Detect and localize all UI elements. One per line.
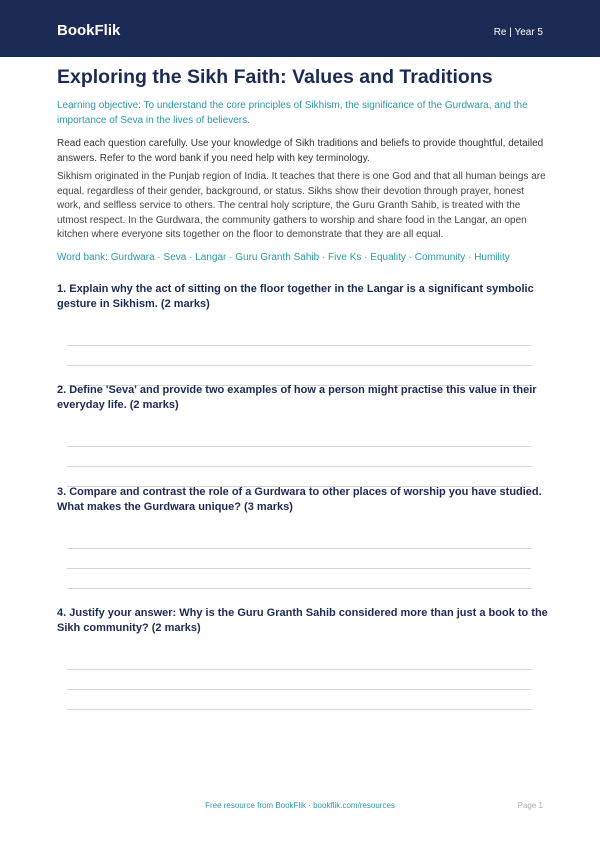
subject-year-label: Re | Year 5 — [493, 27, 543, 38]
learning-objective: Learning objective: To understand the core principles of Sikhism, the significance of the Gurdwara, and the importance of Seva in the lives of believers. — [57, 100, 528, 126]
answer-line[interactable] — [67, 588, 531, 589]
answer-line[interactable] — [67, 345, 531, 346]
reading-passage: Sikhism originated in the Punjab region of India. It teaches that there is one God and that all human beings are equal, regardless of their gender, background, or status. Sikhs show their devotion through prayer, honest work, and selfless service to others. The central holy scripture, the Guru Granth Sahib, is treated with the utmost respect. In the Gurdwara, the community gathers to worship and share food in the Langar, an open kitchen where everyone sits together on the floor to demonstrate that they are all equal. — [57, 171, 546, 240]
answer-line[interactable] — [67, 689, 531, 690]
question-1: 1. Explain why the act of sitting on the floor together in the Langar is a significant symbolic gesture in Sikhism. (2 marks) — [57, 283, 534, 310]
answer-line[interactable] — [67, 548, 531, 549]
instructions-text: Read each question carefully. Use your knowledge of Sikh traditions and beliefs to provide thoughtful, detailed answers. Refer to the word bank if you need help with key terminology. — [57, 138, 544, 164]
answer-line[interactable] — [67, 365, 531, 366]
question-2: 2. Define 'Seva' and provide two examples of how a person might practise this value in their everyday life. (2 marks) — [57, 384, 537, 411]
answer-line[interactable] — [67, 669, 531, 670]
brand-logo-text: BookFlik — [57, 22, 121, 39]
header-bar — [0, 0, 600, 57]
question-4: 4. Justify your answer: Why is the Guru Granth Sahib considered more than just a book to the Sikh community? (2 marks) — [57, 607, 548, 634]
word-bank: Word bank: Gurdwara · Seva · Langar · Guru Granth Sahib · Five Ks · Equality · Community · Humility — [57, 252, 510, 263]
page-title: Exploring the Sikh Faith: Values and Traditions — [57, 66, 493, 88]
question-3: 3. Compare and contrast the role of a Gurdwara to other places of worship you have studied. What makes the Gurdwara unique? (3 marks) — [57, 486, 542, 513]
answer-line[interactable] — [67, 568, 531, 569]
answer-line[interactable] — [67, 466, 531, 467]
page-number: Page 1 — [517, 801, 543, 810]
footer-resource-link[interactable]: Free resource from BookFlik · bookflik.com/resources — [205, 801, 395, 810]
answer-line[interactable] — [67, 709, 531, 710]
answer-line[interactable] — [67, 446, 531, 447]
